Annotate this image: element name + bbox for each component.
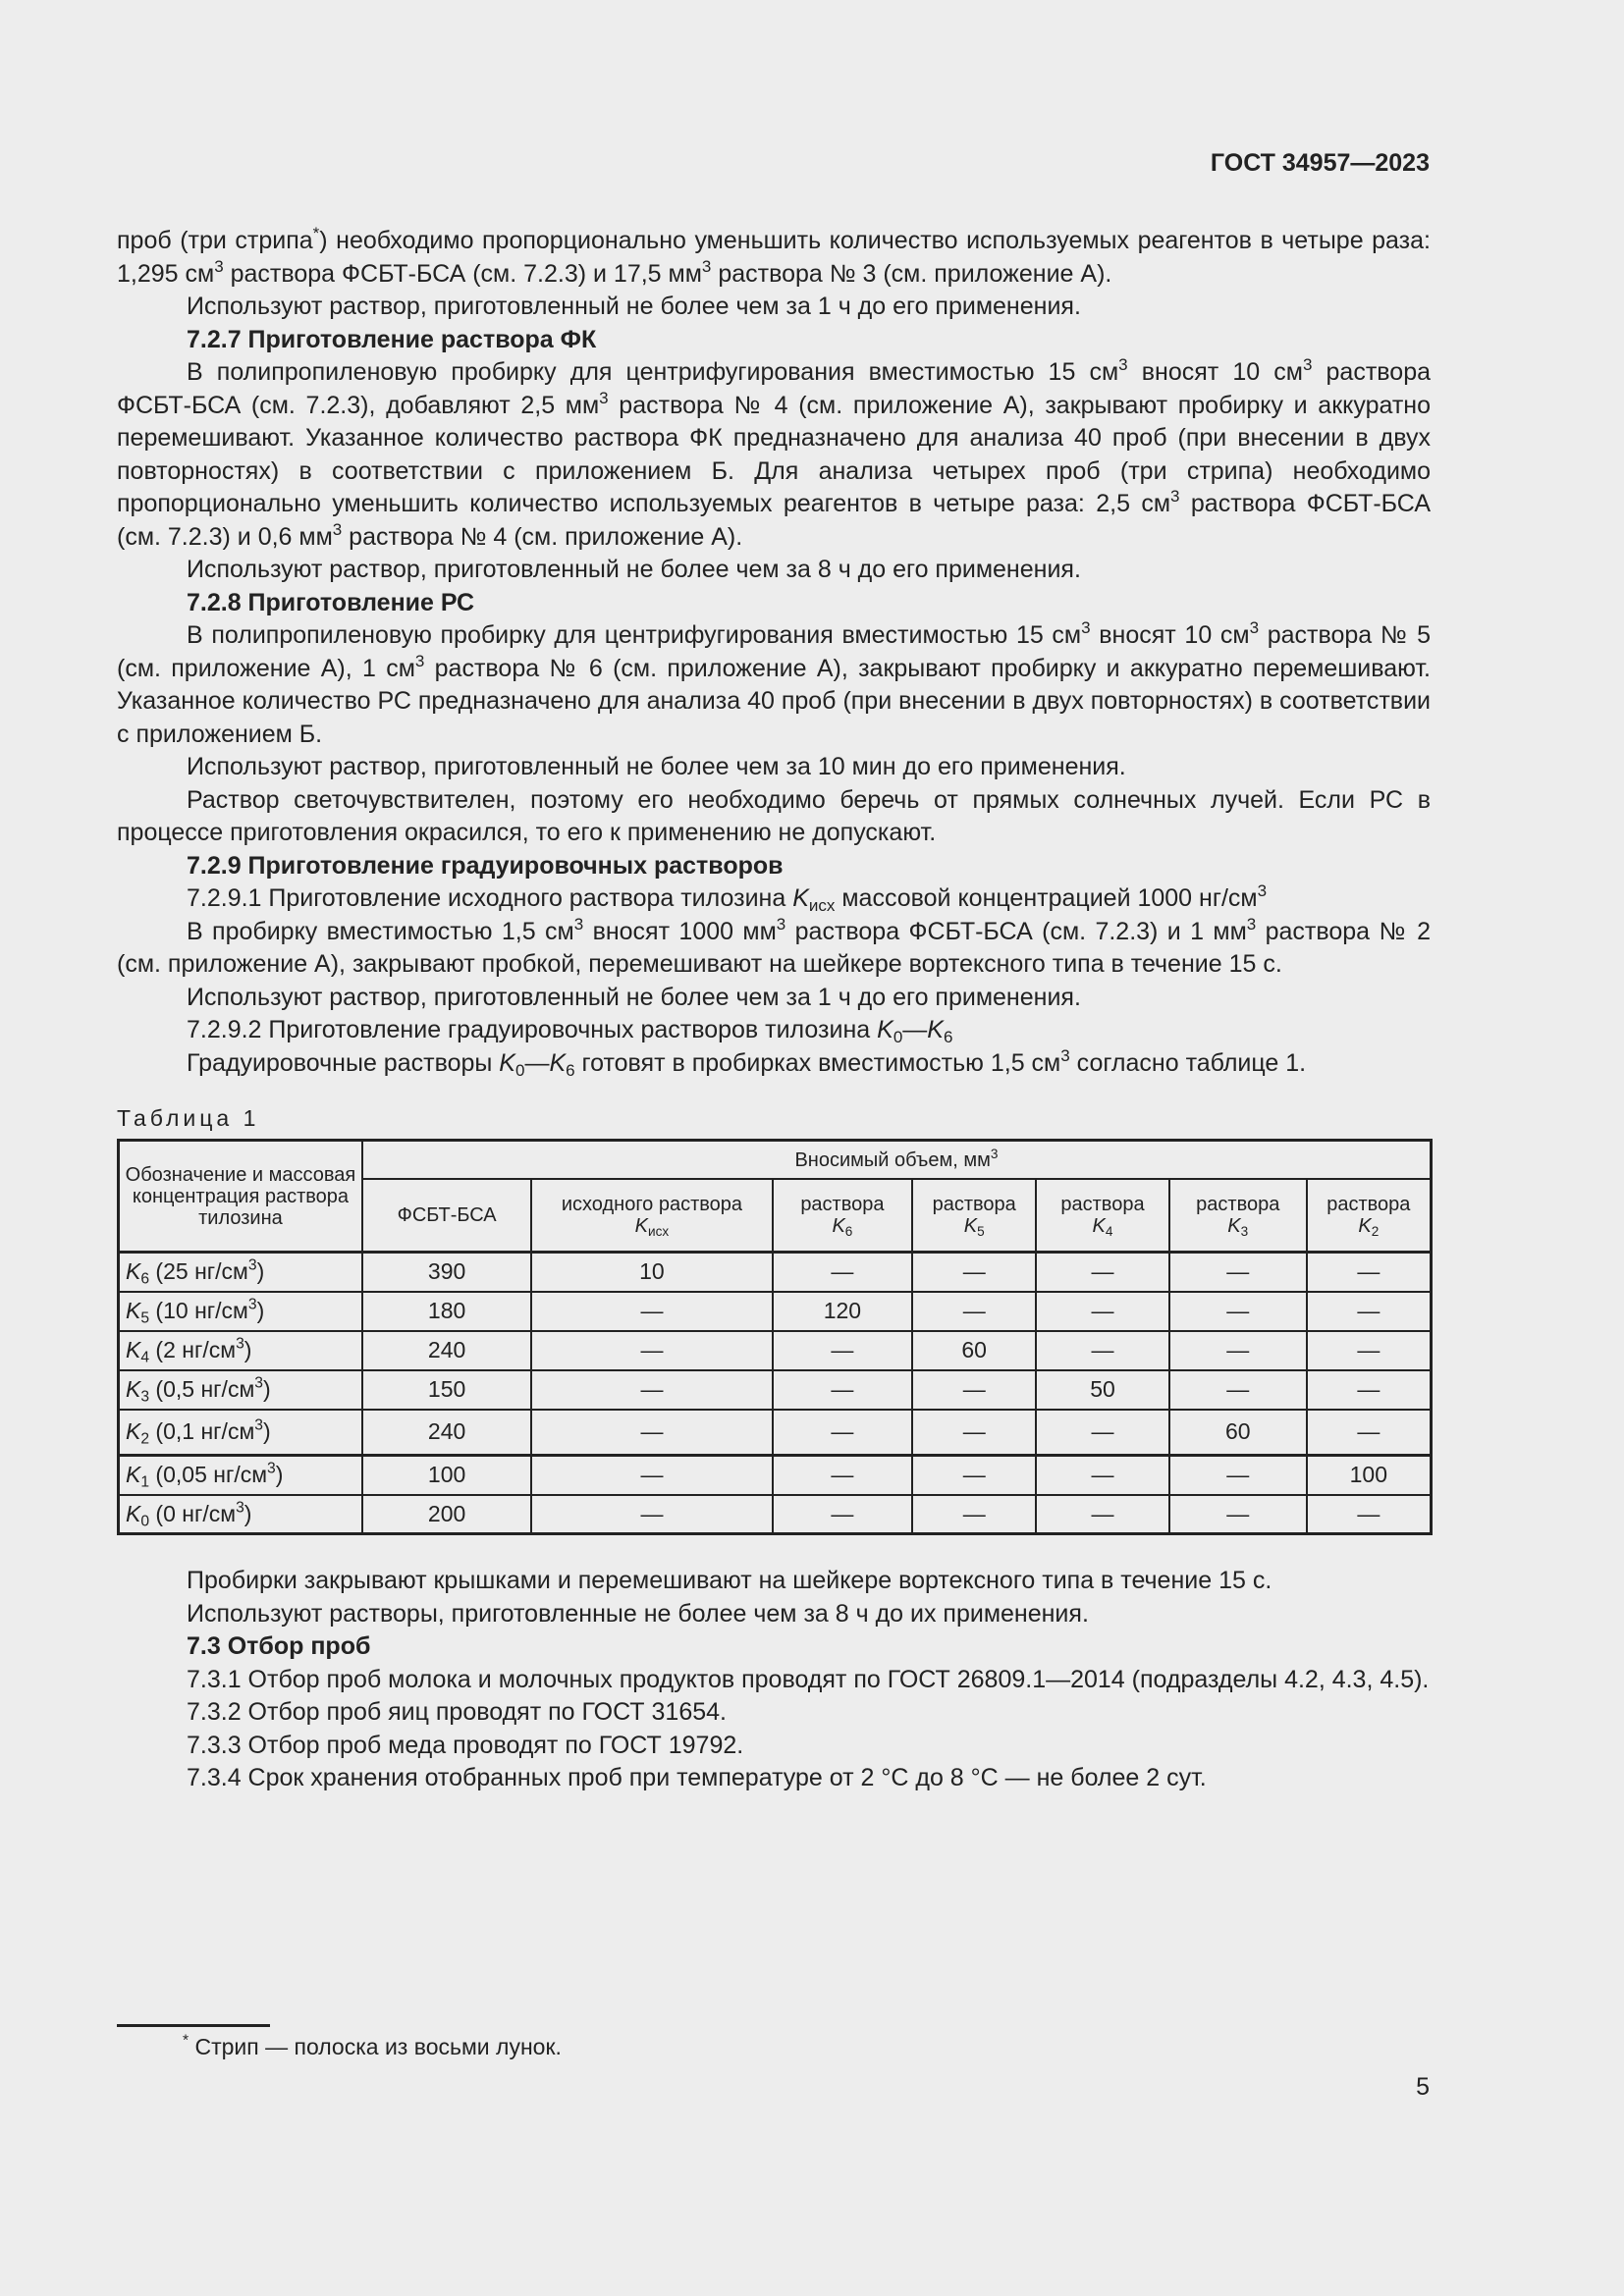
superscript: 3 (776, 914, 786, 934)
subscript: 5 (140, 1309, 150, 1327)
concentration: (0,1 нг/см (149, 1418, 255, 1445)
cell: — (531, 1495, 772, 1534)
header-text: раствора (932, 1194, 1016, 1215)
cell: — (773, 1253, 913, 1292)
cell: 50 (1036, 1370, 1169, 1410)
text-run: раствора № 6 (см. приложение А), закрывают пробирку и аккуратно перемешивают. Указанное количество РС предназначено для анализа 40 проб (при внесении в двух повторностях) в соответствии с приложением Б. (117, 654, 1432, 748)
symbol-k: K (1227, 1215, 1241, 1237)
subsection-7-2-9-2 (117, 1014, 1431, 1047)
table-row (119, 1331, 1432, 1370)
superscript: 3 (414, 651, 425, 670)
paragraph (117, 619, 1431, 751)
table-header-group (362, 1141, 1432, 1180)
text-run: вносят 10 см (1090, 621, 1250, 649)
paragraph: Используют раствор, приготовленный не более чем за 10 мин до его применения. (187, 753, 1126, 780)
subscript: 2 (140, 1430, 150, 1448)
text-run: раствора ФСБТ-БСА (см. 7.2.3) и 17,5 мм (223, 259, 702, 288)
cell: — (1036, 1410, 1169, 1456)
subscript: 6 (943, 1028, 953, 1047)
cell: 390 (362, 1253, 531, 1292)
text-run: ) (256, 1297, 265, 1323)
subscript: 5 (977, 1224, 985, 1240)
row-label (119, 1456, 362, 1495)
table-header-k3 (1169, 1179, 1307, 1253)
row-label (119, 1370, 362, 1410)
subscript: исх (808, 896, 836, 916)
footnote-separator (117, 2024, 270, 2027)
cell: — (912, 1370, 1036, 1410)
superscript: 3 (1060, 1045, 1070, 1065)
cell: — (773, 1456, 913, 1495)
text-run: ) (262, 1375, 271, 1402)
superscript: 3 (214, 256, 224, 276)
subscript: 6 (566, 1060, 575, 1080)
concentration: (2 нг/см (149, 1336, 237, 1362)
paragraph: Используют раствор, приготовленный не более чем за 1 ч до его применения. (187, 983, 1081, 1011)
cell: — (531, 1410, 772, 1456)
symbol-k: K (126, 1418, 141, 1445)
subscript: 6 (140, 1270, 150, 1288)
symbol-k: K (126, 1297, 141, 1323)
cell: — (1307, 1292, 1432, 1331)
footnote-mark: * (312, 223, 320, 242)
cell: — (773, 1495, 913, 1534)
paragraph: Используют растворы, приготовленные не более чем за 8 ч до их применения. (187, 1599, 1089, 1628)
paragraph (117, 356, 1431, 554)
cell: 100 (1307, 1456, 1432, 1495)
text-run: 7.2.9.1 Приготовление исходного раствора тилозина (187, 884, 793, 912)
subscript: 0 (140, 1513, 150, 1530)
table-header-k2 (1307, 1179, 1432, 1253)
text-run: раствора ФСБТ-БСА (см. 7.2.3), добавляют 2,5 мм (117, 358, 1432, 419)
header-text: раствора (1060, 1194, 1145, 1215)
symbol-k: K (634, 1215, 649, 1237)
symbol-k: K (126, 1336, 141, 1362)
subscript: 2 (1371, 1224, 1380, 1240)
text-run: вносят 1000 мм (583, 917, 777, 945)
symbol-k: K (927, 1016, 944, 1043)
text-run: В пробирку вместимостью 1,5 см (187, 917, 574, 945)
text-run: раствора ФСБТ-БСА (см. 7.2.3) и 1 мм (785, 917, 1247, 945)
table-header-k5 (912, 1179, 1036, 1253)
row-label (119, 1495, 362, 1534)
superscript: 3 (236, 1335, 244, 1353)
table-row (119, 1253, 1432, 1292)
section-heading-7-2-9: 7.2.9 Приготовление градуировочных растворов (187, 851, 784, 880)
cell: — (912, 1410, 1036, 1456)
text-run: В полипропиленовую пробирку для центрифугирования вместимостью 15 см (187, 621, 1082, 649)
cell: 180 (362, 1292, 531, 1331)
text-run: раствора ФСБТ-БСА (см. 7.2.3) и 0,6 мм (117, 490, 1431, 551)
table-row (119, 1495, 1432, 1534)
superscript: 3 (573, 914, 584, 934)
table-1 (117, 1139, 1433, 1535)
paragraph: 7.3.2 Отбор проб яиц проводят по ГОСТ 31654. (187, 1698, 727, 1726)
paragraph (117, 1047, 1431, 1081)
text-run: раствора № 3 (см. приложение А). (711, 259, 1112, 288)
document-header: ГОСТ 34957—2023 (1210, 149, 1430, 177)
superscript: 3 (247, 1256, 257, 1274)
section-heading-7-2-7: 7.2.7 Приготовление раствора ФК (187, 325, 597, 353)
text-run: проб (три стрипа (117, 227, 313, 254)
cell: — (1169, 1456, 1307, 1495)
table-row (119, 1292, 1432, 1331)
text-run: согласно таблице 1. (1069, 1048, 1307, 1077)
cell: 10 (531, 1253, 772, 1292)
text-run: Градуировочные растворы (187, 1048, 500, 1077)
cell: — (1307, 1331, 1432, 1370)
subscript: исх (648, 1224, 670, 1240)
superscript: 3 (1081, 617, 1091, 637)
row-label (119, 1292, 362, 1331)
paragraph: Пробирки закрывают крышками и перемешивают на шейкере вортексного типа в течение 15 с. (187, 1567, 1272, 1594)
text-run: ) (275, 1462, 284, 1488)
table-header-fsbt-bsa: ФСБТ-БСА (362, 1179, 531, 1253)
cell: — (1307, 1495, 1432, 1534)
text-run: ) (244, 1336, 252, 1362)
cell: — (1307, 1410, 1432, 1456)
symbol-k: K (549, 1048, 567, 1077)
paragraph: Раствор светочувствителен, поэтому его необходимо беречь от прямых солнечных лучей. Если РС в процессе приготовления окрасился, то его к применению не допускают. (117, 785, 1431, 846)
table-header-k6 (773, 1179, 913, 1253)
subscript: 3 (1240, 1224, 1249, 1240)
text-run: — (902, 1016, 928, 1043)
text-run: раствора № 2 (см. приложение А), закрывают пробкой, перемешивают на шейкере вортексного типа в течение 15 с. (117, 917, 1431, 978)
superscript: 3 (1257, 881, 1268, 900)
cell: 60 (912, 1331, 1036, 1370)
cell: — (1036, 1253, 1169, 1292)
cell: 240 (362, 1410, 531, 1456)
superscript: 3 (1249, 617, 1260, 637)
section-heading-7-2-8: 7.2.8 Приготовление РС (187, 588, 474, 616)
text-run: В полипропиленовую пробирку для центрифугирования вместимостью 15 см (187, 358, 1119, 386)
header-text: исходного раствора (561, 1194, 743, 1215)
table-header-k4 (1036, 1179, 1169, 1253)
cell: 120 (773, 1292, 913, 1331)
row-label (119, 1331, 362, 1370)
subscript: 0 (893, 1028, 903, 1047)
concentration: (10 нг/см (149, 1297, 248, 1323)
paragraph: 7.3.4 Срок хранения отобранных проб при температуре от 2 °С до 8 °С — не более 2 сут. (187, 1764, 1207, 1791)
superscript: 3 (267, 1460, 276, 1477)
footnote (183, 2034, 562, 2060)
table-label: Таблица 1 (117, 1105, 260, 1131)
text-run: вносят 10 см (1127, 358, 1303, 386)
symbol-k: K (499, 1048, 515, 1077)
cell: — (531, 1331, 772, 1370)
superscript: 3 (990, 1146, 999, 1161)
header-text: Вносимый объем, мм (794, 1148, 991, 1171)
table-header-designation: Обозначение и массовая концентрация раствора тилозина (119, 1141, 362, 1253)
cell: — (773, 1410, 913, 1456)
cell: 150 (362, 1370, 531, 1410)
table-header-stock (531, 1179, 772, 1253)
symbol-k: K (877, 1016, 893, 1043)
symbol-k: K (1092, 1215, 1106, 1237)
cell: — (531, 1456, 772, 1495)
cell: — (912, 1292, 1036, 1331)
main-text (117, 225, 1431, 1795)
subscript: 4 (1105, 1224, 1113, 1240)
footnote-text: Стрип — полоска из восьми лунок. (189, 2034, 562, 2059)
paragraph: Используют раствор, приготовленный не более чем за 8 ч до его применения. (187, 556, 1081, 583)
cell: — (773, 1370, 913, 1410)
text-run: ) необходимо пропорционально уменьшить количество используемых реагентов в четыре раза: 1,295 см (117, 227, 1431, 288)
cell: — (1307, 1253, 1432, 1292)
text-run: массовой концентрацией 1000 нг/см (835, 884, 1258, 912)
superscript: 3 (1302, 354, 1313, 374)
superscript: 3 (599, 388, 609, 407)
paragraph (117, 916, 1431, 982)
cell: — (1036, 1495, 1169, 1534)
cell: — (773, 1331, 913, 1370)
table-row (119, 1456, 1432, 1495)
superscript: 3 (254, 1374, 263, 1392)
subscript: 3 (140, 1388, 150, 1406)
superscript: 3 (1170, 486, 1180, 506)
superscript: 3 (1118, 354, 1128, 374)
cell: — (1036, 1292, 1169, 1331)
header-text: раствора (1326, 1194, 1411, 1215)
row-label (119, 1253, 362, 1292)
cell: — (1169, 1370, 1307, 1410)
superscript: 3 (254, 1416, 263, 1434)
cell: — (531, 1370, 772, 1410)
symbol-k: K (126, 1375, 141, 1402)
section-heading-7-3: 7.3 Отбор проб (187, 1632, 371, 1660)
spacer (117, 1535, 1431, 1565)
text-run: 7.2.9.2 Приготовление градуировочных растворов тилозина (187, 1016, 878, 1043)
footnote-mark: * (183, 2032, 189, 2050)
text-run: ) (256, 1258, 265, 1285)
concentration: (0 нг/см (149, 1500, 237, 1526)
cell: — (1036, 1456, 1169, 1495)
cell: — (1169, 1495, 1307, 1534)
symbol-k: K (126, 1462, 141, 1488)
cell: 60 (1169, 1410, 1307, 1456)
paragraph: 7.3.1 Отбор проб молока и молочных продуктов проводят по ГОСТ 26809.1—2014 (подразделы 4.2, 4.3, 4.5). (187, 1665, 1430, 1693)
table-row (119, 1410, 1432, 1456)
subscript: 6 (844, 1224, 853, 1240)
cell: — (1169, 1331, 1307, 1370)
superscript: 3 (332, 519, 343, 539)
cell: 200 (362, 1495, 531, 1534)
cell: 240 (362, 1331, 531, 1370)
text-run: ) (262, 1418, 271, 1445)
symbol-k: K (963, 1215, 978, 1237)
text-run: раствора № 5 (см. приложение А), 1 см (117, 621, 1432, 682)
symbol-k: K (832, 1215, 845, 1237)
cell: — (1307, 1370, 1432, 1410)
superscript: 3 (236, 1499, 244, 1517)
paragraph: 7.3.3 Отбор проб меда проводят по ГОСТ 19792. (187, 1731, 744, 1759)
symbol-k: K (1358, 1215, 1372, 1237)
subscript: 0 (514, 1060, 525, 1080)
cell: — (912, 1495, 1036, 1534)
cell: — (1169, 1292, 1307, 1331)
superscript: 3 (247, 1296, 257, 1313)
cell: — (912, 1456, 1036, 1495)
superscript: 3 (1246, 914, 1257, 934)
cell: — (1036, 1331, 1169, 1370)
row-label (119, 1410, 362, 1456)
superscript: 3 (701, 256, 712, 276)
subsection-7-2-9-1 (117, 882, 1431, 916)
paragraph: Используют раствор, приготовленный не более чем за 1 ч до его применения. (187, 293, 1081, 320)
table-row (119, 1370, 1432, 1410)
cell: — (1169, 1253, 1307, 1292)
cell: 100 (362, 1456, 531, 1495)
symbol-k: K (126, 1258, 141, 1285)
concentration: (0,05 нг/см (149, 1462, 268, 1488)
header-text: раствора (800, 1194, 885, 1215)
page-number: 5 (1416, 2073, 1430, 2101)
cell: — (531, 1292, 772, 1331)
header-text: раствора (1196, 1194, 1280, 1215)
symbol-k: K (792, 884, 809, 912)
subscript: 4 (140, 1349, 150, 1366)
text-run: — (524, 1048, 550, 1077)
text-run: раствора № 4 (см. приложение А). (342, 522, 743, 551)
concentration: (0,5 нг/см (149, 1375, 255, 1402)
concentration: (25 нг/см (149, 1258, 248, 1285)
symbol-k: K (126, 1500, 141, 1526)
paragraph-continuation (117, 225, 1431, 291)
text-run: готовят в пробирках вместимостью 1,5 см (574, 1048, 1061, 1077)
text-run: раствора № 4 (см. приложение А), закрывают пробирку и аккуратно перемешивают. Указанное количество раствора ФК предназначено для анализа 40 проб (при внесении в двух повторностях) в соответствии с приложением Б. Для анализа четырех проб (три стрипа) необходимо пропорционально уменьшить количество используемых реагентов в четыре раза: 2,5 см (117, 391, 1431, 517)
cell: — (912, 1253, 1036, 1292)
subscript: 1 (140, 1473, 150, 1491)
text-run: ) (244, 1500, 252, 1526)
